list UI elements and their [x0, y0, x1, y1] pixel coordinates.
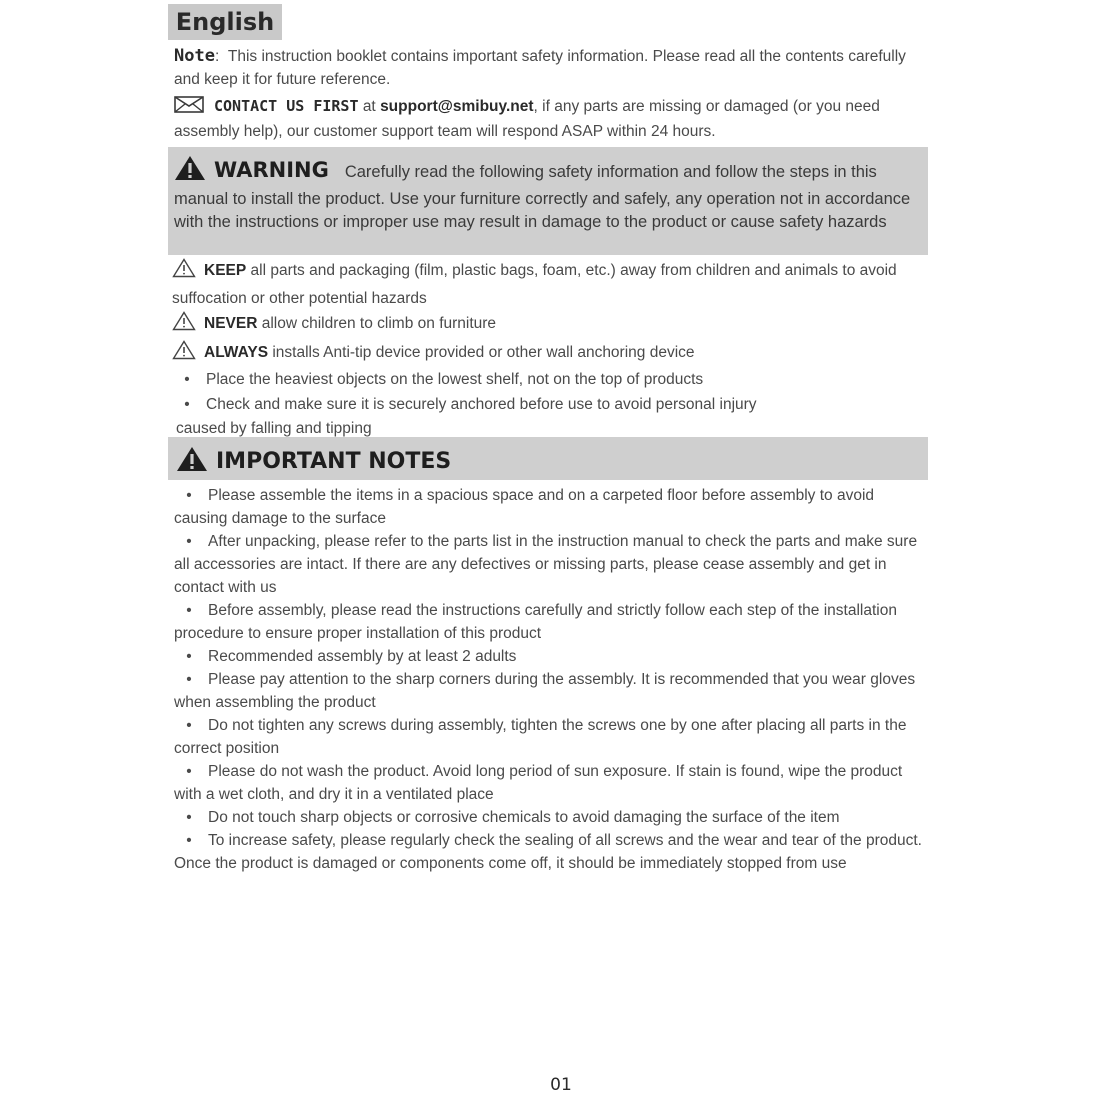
list-item — [174, 714, 926, 760]
envelope-icon — [174, 96, 204, 120]
bullet-icon: • — [186, 671, 192, 688]
support-email-link[interactable]: support@smibuy.net — [380, 98, 534, 115]
bullet-icon: • — [186, 717, 192, 734]
warning-triangle-icon — [174, 155, 206, 188]
caution-triangle-icon — [172, 311, 196, 340]
important-notes-heading — [176, 446, 451, 479]
safety-item-keep — [172, 258, 928, 311]
warning-block — [174, 155, 926, 234]
safety-item-always — [172, 340, 928, 369]
warning-text: Carefully read the following safety information and follow the steps in this manual to install the product. Use your furniture correctly and safely, any operation not in accordance with the instructions or improper use may result in damage to the product or cause safety hazards — [174, 163, 911, 231]
list-item — [174, 668, 926, 714]
warning-title: WARNING — [214, 158, 329, 182]
safety-item-never — [172, 311, 928, 340]
bullet-icon: • — [186, 533, 192, 550]
bullet-icon: • — [184, 371, 190, 388]
safety-keyword: NEVER — [204, 315, 258, 332]
contact-at: at — [362, 98, 376, 115]
list-item — [174, 806, 926, 829]
bullet-icon: • — [186, 648, 192, 665]
caution-triangle-icon — [172, 258, 196, 287]
list-item-text: Recommended assembly by at least 2 adults — [208, 648, 517, 665]
list-item — [174, 599, 926, 645]
page-number: 01 — [550, 1075, 572, 1095]
note-text: This instruction booklet contains important safety information. Please read all the contents carefully and keep it for future reference. — [174, 48, 906, 88]
list-item-text: Do not tighten any screws during assembly, tighten the screws one by one after placing all parts in the correct position — [174, 717, 907, 757]
list-item — [174, 829, 926, 875]
list-item-text: To increase safety, please regularly check the sealing of all screws and the wear and tear of the product. Once the product is damaged or components come off, it should be immediately stopped from use — [174, 832, 922, 872]
safety-text: all parts and packaging (film, plastic bags, foam, etc.) away from children and animals to avoid suffocation or other potential hazards — [172, 262, 897, 307]
warning-triangle-icon — [176, 446, 208, 479]
list-item — [174, 530, 926, 599]
language-tab: English — [168, 4, 282, 40]
contact-paragraph — [174, 95, 926, 143]
list-item-text: Please pay attention to the sharp corners during the assembly. It is recommended that you wear gloves when assembling the product — [174, 671, 916, 711]
list-item-text: Please assemble the items in a spacious space and on a carpeted floor before assembly to avoid causing damage to the surface — [174, 487, 875, 527]
safety-bullet-item — [172, 393, 928, 418]
list-item-text: Before assembly, please read the instructions carefully and strictly follow each step of the installation procedure to ensure proper installation of this product — [174, 602, 897, 642]
bullet-icon: • — [186, 832, 192, 849]
safety-keyword: ALWAYS — [204, 343, 269, 361]
safety-text: installs Anti-tip device provided or other wall anchoring device — [272, 343, 695, 361]
list-item-text: Do not touch sharp objects or corrosive chemicals to avoid damaging the surface of the item — [208, 809, 840, 826]
note-paragraph — [174, 45, 926, 91]
bullet-icon: • — [186, 809, 192, 826]
list-item — [174, 645, 926, 668]
safety-bullet-tail: caused by falling and tipping — [176, 420, 372, 437]
safety-list — [172, 258, 928, 442]
contact-text: , if any parts are missing or damaged (or you need assembly help), our customer support team will respond ASAP within 24 hours. — [174, 98, 880, 140]
bullet-icon: • — [186, 602, 192, 619]
important-notes-list — [174, 484, 926, 875]
warning-banner — [168, 147, 928, 255]
list-item-text: Please do not wash the product. Avoid long period of sun exposure. If stain is found, wipe the product with a wet cloth, and dry it in a ventilated place — [174, 763, 903, 803]
bullet-icon: • — [186, 763, 192, 780]
note-label: Note — [174, 46, 215, 66]
safety-bullet-text: Place the heaviest objects on the lowest shelf, not on the top of products — [206, 371, 704, 388]
safety-bullet-text: Check and make sure it is securely anchored before use to avoid personal injury — [206, 395, 757, 413]
important-notes-banner — [168, 437, 928, 480]
list-item-text: After unpacking, please refer to the parts list in the instruction manual to check the parts and make sure all accessories are intact. If there are any defectives or missing parts, please cease assembly and get in contact with us — [174, 533, 918, 596]
contact-label: CONTACT US FIRST — [214, 97, 359, 115]
caution-triangle-icon — [172, 340, 196, 369]
safety-bullet-item — [172, 368, 928, 393]
list-item — [174, 484, 926, 530]
bullet-icon: • — [186, 487, 192, 504]
important-notes-title: IMPORTANT NOTES — [216, 449, 452, 474]
list-item — [174, 760, 926, 806]
note-separator: : — [214, 48, 220, 65]
bullet-icon: • — [184, 395, 190, 413]
safety-keyword: KEEP — [204, 262, 247, 279]
safety-text: allow children to climb on furniture — [261, 315, 497, 332]
